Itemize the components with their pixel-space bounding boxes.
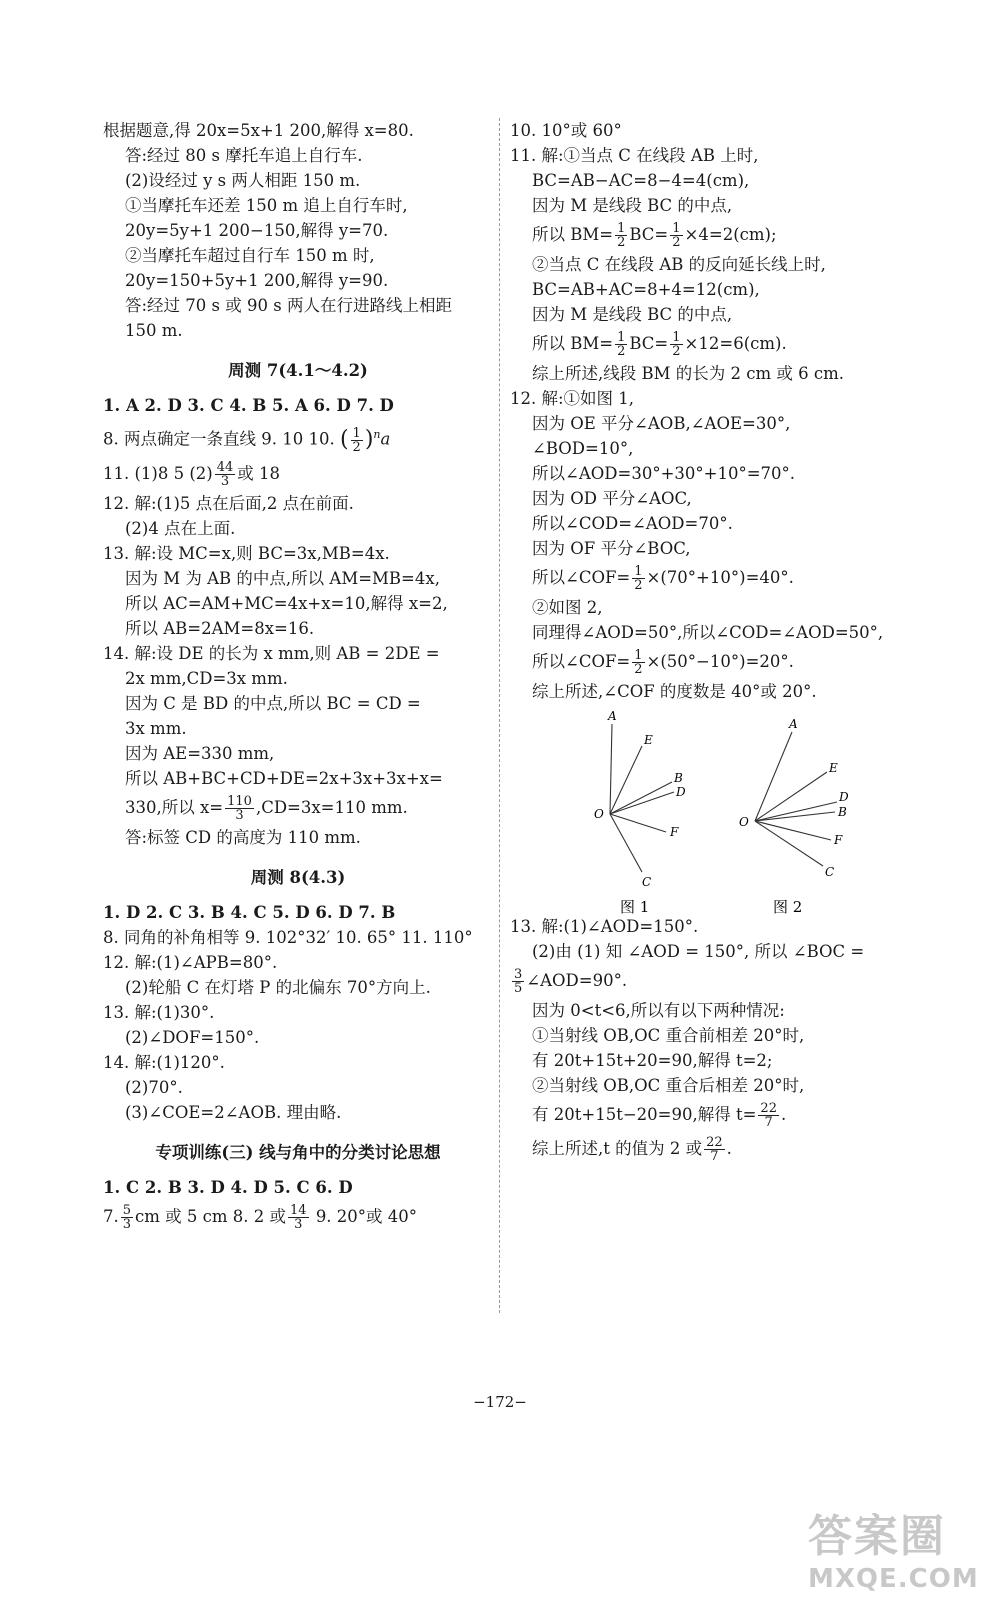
section-heading: 专项训练(三) 线与角中的分类讨论思想 [155, 1143, 441, 1162]
text-line: ②当点 C 在线段 AB 的反向延长线上时, [532, 255, 826, 274]
text-line: 150 m. [125, 321, 183, 340]
ray-oa [610, 724, 612, 814]
ray-oc [755, 821, 823, 866]
label-e: E [829, 761, 838, 775]
text-line: 有 20t+15t−20=90,解得 t= $\frac{22}{7}$ . [532, 1101, 787, 1130]
text-line: (3)∠COE=2∠AOB. 理由略. [125, 1103, 342, 1122]
figures [510, 704, 910, 914]
text-line: 综上所述,∠COF 的度数是 40°或 20°. [532, 682, 817, 701]
label-a: A [608, 709, 617, 723]
text-line: (2)4 点在上面. [125, 519, 236, 538]
text-line: $\frac{3}{5}$ ∠AOD=90°. [514, 967, 628, 996]
label-a: A [789, 717, 798, 731]
fraction: $\frac{14}{3}$ [290, 1203, 307, 1232]
label-o: O [594, 807, 604, 821]
ray-ob [610, 782, 672, 814]
text-line: 因为 M 是线段 BC 的中点, [532, 305, 733, 324]
fraction: $\frac{110}{3}$ [227, 794, 252, 823]
text-line: ①当摩托车还差 150 m 追上自行车时, [125, 196, 408, 215]
fraction: $\frac{22}{7}$ [706, 1135, 723, 1164]
text-line: 13. 解:(1)30°. [103, 1003, 215, 1022]
fraction: $\frac{1}{2}$ [672, 330, 681, 359]
section-heading: 周测 7(4.1～4.2) [228, 361, 368, 380]
fraction: $\frac{5}{3}$ [122, 1203, 132, 1232]
ray-of [755, 821, 831, 840]
text-line: 所以∠AOD=30°+30°+10°=70°. [532, 464, 796, 483]
text-line: ∠BOD=10°, [532, 439, 634, 458]
page-number: −172− [473, 1393, 527, 1411]
answer-line: 7. $\frac{5}{3}$ cm 或 5 cm 8. 2 或 $\frac{14}{3}$ 9. 20°或 40° [103, 1203, 418, 1232]
label-d: D [676, 785, 686, 799]
label-b: B [838, 805, 847, 819]
fraction: $\frac{1}{2}$ [617, 221, 626, 250]
section-heading: 周测 8(4.3) [250, 868, 346, 887]
text-line: BC=AB+AC=8+4=12(cm), [532, 280, 760, 299]
figure-1 [580, 704, 730, 914]
text-line: 14. 解:设 DE 的长为 x mm,则 AB = 2DE = [103, 644, 440, 663]
text-line: 根据题意,得 20x=5x+1 200,解得 x=80. [103, 121, 414, 140]
text-line: 所以 BM= $\frac{1}{2}$ BC= $\frac{1}{2}$ ×4=2(cm); [532, 221, 777, 250]
text-line: 所以∠COD=∠AOD=70°. [532, 514, 733, 533]
label-f: F [670, 825, 679, 839]
fraction: $\frac{1}{2}$ [634, 648, 643, 677]
text-line: 因为 M 为 AB 的中点,所以 AM=MB=4x, [125, 569, 440, 588]
text-line: 所以 BM= $\frac{1}{2}$ BC= $\frac{1}{2}$ ×12=6(cm). [532, 330, 787, 359]
watermark-logo: 答案圈 [808, 1511, 946, 1562]
text-line: 因为 OF 平分∠BOC, [532, 539, 691, 558]
text-line: ②如图 2, [532, 598, 603, 617]
answer-line: 1. D 2. C 3. B 4. C 5. D 6. D 7. B [103, 903, 396, 922]
text-line: 答:经过 70 s 或 90 s 两人在行进路线上相距 [125, 296, 452, 315]
ray-oe [610, 746, 642, 814]
text-line: (2)由 (1) 知 ∠AOD = 150°, 所以 ∠BOC = [532, 942, 865, 961]
fraction: $\frac{1}{2}$ [634, 564, 643, 593]
text-line: 12. 解:(1)5 点在后面,2 点在前面. [103, 494, 354, 513]
label-c: C [642, 875, 652, 889]
text-line: 综上所述,线段 BM 的长为 2 cm 或 6 cm. [532, 364, 844, 383]
text-line: 12. 解:(1)∠APB=80°. [103, 953, 278, 972]
right-column [510, 118, 910, 1166]
figure-2 [735, 704, 885, 914]
fraction: $\frac{1}{2}$ [617, 330, 626, 359]
fraction: $\frac{1}{2}$ [352, 425, 361, 455]
fraction: $\frac{44}{3}$ [216, 460, 234, 489]
text-line: 所以 AC=AM+MC=4x+x=10,解得 x=2, [125, 594, 448, 613]
label-o: O [739, 815, 749, 829]
text-line: (2)轮船 C 在灯塔 P 的北偏东 70°方向上. [125, 978, 431, 997]
answer-line: 8. 两点确定一条直线 9. 10 10. ( $\frac{1}{2}$ )$^n$a [103, 425, 391, 455]
label-f: F [834, 833, 843, 847]
text-line: 14. 解:(1)120°. [103, 1053, 225, 1072]
ray-oa [755, 732, 792, 821]
text-line: 13. 解:设 MC=x,则 BC=3x,MB=4x. [103, 544, 390, 563]
text-line: ②当射线 OB,OC 重合后相差 20°时, [532, 1076, 805, 1095]
text-line: ①当射线 OB,OC 重合前相差 20°时, [532, 1026, 805, 1045]
text-line: 同理得∠AOD=50°,所以∠COD=∠AOD=50°, [532, 623, 884, 642]
text-line: 有 20t+15t+20=90,解得 t=2; [532, 1051, 773, 1070]
text-line: 所以 AB=2AM=8x=16. [125, 619, 315, 638]
answer-line: 1. A 2. D 3. C 4. B 5. A 6. D 7. D [103, 396, 394, 415]
fraction: $\frac{22}{7}$ [760, 1101, 777, 1130]
text-line: 综上所述,t 的值为 2 或 $\frac{22}{7}$ . [532, 1135, 732, 1164]
text-line: 因为 C 是 BD 的中点,所以 BC = CD = [125, 694, 421, 713]
watermark-url: MXQE.COM [808, 1564, 979, 1594]
fraction: $\frac{1}{2}$ [672, 221, 681, 250]
answer-line: 11. (1)8 5 (2) $\frac{44}{3}$ 或 18 [103, 460, 281, 489]
fraction: $\frac{3}{5}$ [514, 967, 523, 996]
text-line: 10. 10°或 60° [510, 121, 622, 140]
text-line: 20y=5y+1 200−150,解得 y=70. [125, 221, 389, 240]
text-line: 20y=150+5y+1 200,解得 y=90. [125, 271, 389, 290]
text-line: (2)∠DOF=150°. [125, 1028, 260, 1047]
text-line: 因为 OE 平分∠AOB,∠AOE=30°, [532, 414, 791, 433]
text-line: BC=AB−AC=8−4=4(cm), [532, 171, 750, 190]
label-b: B [674, 771, 683, 785]
label-d: D [839, 790, 849, 804]
text-line: 330,所以 x= $\frac{110}{3}$ ,CD=3x=110 mm. [125, 794, 408, 823]
text-line: 12. 解:①如图 1, [510, 389, 635, 408]
text-line: (2)70°. [125, 1078, 183, 1097]
ray-od [755, 802, 837, 821]
text-line: 因为 OD 平分∠AOC, [532, 489, 692, 508]
text-line: (2)设经过 y s 两人相距 150 m. [125, 171, 361, 190]
answer-line: 1. C 2. B 3. D 4. D 5. C 6. D [103, 1178, 353, 1197]
text-line: 因为 AE=330 mm, [125, 744, 275, 763]
text-line: 因为 0<t<6,所以有以下两种情况: [532, 1001, 785, 1020]
text-line: 11. 解:①当点 C 在线段 AB 上时, [510, 146, 759, 165]
label-c: C [825, 865, 835, 879]
figure-2-caption: 图 2 [773, 898, 803, 914]
text-line: 所以∠COF= $\frac{1}{2}$ ×(70°+10°)=40°. [532, 564, 794, 593]
text-line: 所以∠COF= $\frac{1}{2}$ ×(50°−10°)=20°. [532, 648, 794, 677]
text-line: 13. 解:(1)∠AOD=150°. [510, 917, 699, 936]
answer-line: 8. 同角的补角相等 9. 102°32′ 10. 65° 11. 110° [103, 928, 473, 947]
text-line: 因为 M 是线段 BC 的中点, [532, 196, 733, 215]
ray-od [610, 792, 674, 814]
text-line: ②当摩托车超过自行车 150 m 时, [125, 246, 375, 265]
text-line: 所以 AB+BC+CD+DE=2x+3x+3x+x= [125, 769, 443, 788]
label-e: E [644, 733, 653, 747]
answer-text: 8. 两点确定一条直线 9. 10 10. [103, 429, 335, 449]
text-line: 答:经过 80 s 摩托车追上自行车. [125, 146, 363, 165]
figure-1-caption: 图 1 [620, 898, 650, 914]
text-line: 2x mm,CD=3x mm. [125, 669, 288, 688]
left-column [103, 118, 493, 1234]
text-line: 3x mm. [125, 719, 187, 738]
watermark [808, 1500, 988, 1594]
text-line: 答:标签 CD 的高度为 110 mm. [125, 828, 361, 847]
column-divider [499, 118, 500, 1313]
